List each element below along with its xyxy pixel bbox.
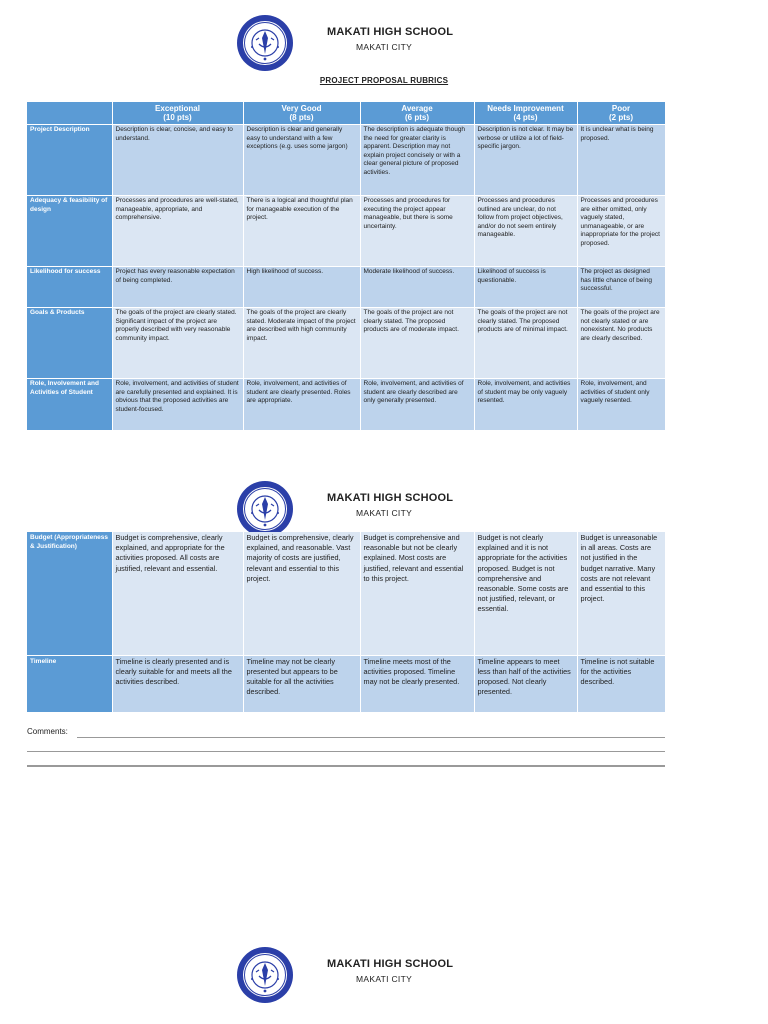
rubric-cell: Role, involvement, and activities of student are clearly described are only generally presented. [360, 379, 474, 431]
rubric-row [27, 267, 665, 308]
criterion-label: Adequacy & feasibility of design [27, 196, 112, 267]
rubric-cell: There is a logical and thoughtful plan for manageable execution of the project. [243, 196, 360, 267]
rubric-cell: Budget is not clearly explained and it is not appropriate for the activities proposed. Budget is not comprehensive and reasonable. Some costs are not justified, relevant, or essential. [474, 532, 577, 655]
school-name: MAKATI HIGH SCHOOL [327, 492, 454, 504]
column-header-points: (2 pts) [609, 113, 633, 123]
rubric-cell: Project has every reasonable expectation of being completed. [112, 267, 243, 308]
column-header [577, 102, 665, 125]
school-name: MAKATI HIGH SCHOOL [327, 958, 454, 970]
rubric-cell: Role, involvement, and activities of student only vaguely resented. [577, 379, 665, 431]
rubric-table [27, 102, 666, 431]
rubric-cell: Role, involvement, and activities of student may be only vaguely resented. [474, 379, 577, 431]
column-header-points: (6 pts) [405, 113, 429, 123]
rubric-table-continued [27, 532, 666, 713]
rubric-cell: Budget is comprehensive and reasonable but not be clearly explained. Most costs are justified, relevant and essential to this project. [360, 532, 474, 655]
rubric-cell: High likelihood of success. [243, 267, 360, 308]
rubric-cell: Processes and procedures are well-stated, manageable, appropriate, and comprehensive. [112, 196, 243, 267]
rubric-header-row [27, 102, 665, 125]
school-seal-icon [236, 14, 294, 72]
comments-label: Comments: [27, 727, 68, 736]
column-header-points: (10 pts) [163, 113, 192, 123]
rubric-cell: Role, involvement, and activities of student are carefully presented and explained. It is obvious that the proposed activities are student-focused. [112, 379, 243, 431]
criterion-label: Likelihood for success [27, 267, 112, 308]
comment-line[interactable] [27, 751, 665, 752]
rubric-cell: The goals of the project are not clearly stated or are nonexistent. No products are clearly described. [577, 308, 665, 379]
letterhead [0, 14, 768, 74]
rubric-row [27, 196, 665, 267]
rubric-cell: Description is clear, concise, and easy to understand. [112, 125, 243, 196]
document-title: PROJECT PROPOSAL RUBRICS [319, 76, 449, 85]
column-header-points: (8 pts) [289, 113, 314, 123]
rubric-cell: Likelihood of success is questionable. [474, 267, 577, 308]
rubric-cell: Processes and procedures outlined are unclear, do not follow from project objectives, and/or do not seem entirely manageable. [474, 196, 577, 267]
column-header [360, 102, 474, 125]
criterion-label: Role, Involvement and Activities of Student [27, 379, 112, 431]
rubric-cell: Role, involvement, and activities of student are clearly presented. Roles are appropriate. [243, 379, 360, 431]
column-header [243, 102, 360, 125]
school-seal-icon [236, 480, 294, 538]
rubric-cell: Moderate likelihood of success. [360, 267, 474, 308]
column-header [474, 102, 577, 125]
school-seal-icon [236, 946, 294, 1004]
rubric-cell: The goals of the project are clearly stated. Significant impact of the project are properly described with very reasonable community impact. [112, 308, 243, 379]
comment-line[interactable] [27, 765, 665, 767]
comment-line[interactable] [77, 737, 665, 738]
rubric-cell: The goals of the project are clearly stated. Moderate impact of the project are described with high community impact. [243, 308, 360, 379]
rubric-row [27, 308, 665, 379]
school-name: MAKATI HIGH SCHOOL [327, 26, 454, 38]
rubric-cell: Budget is comprehensive, clearly explained, and reasonable. Vast majority of costs are justified, relevant and essential to this project. [243, 532, 360, 655]
rubric-cell: Timeline is not suitable for the activities described. [577, 655, 665, 712]
rubric-cell: Timeline appears to meet less than half of the activities proposed. Not clearly presented. [474, 655, 577, 712]
rubric-cell: Timeline is clearly presented and is clearly suitable for and meets all the activities described. [112, 655, 243, 712]
school-city: MAKATI CITY [356, 508, 413, 518]
rubric-cell: The project as designed has little chance of being successful. [577, 267, 665, 308]
criteria-header [27, 102, 112, 125]
rubric-cell: Timeline may not be clearly presented but appears to be suitable for all the activities described. [243, 655, 360, 712]
rubric-row [27, 655, 665, 712]
column-header-name: Exceptional [155, 104, 200, 113]
rubric-cell: Budget is unreasonable in all areas. Costs are not justified in the budget narrative. Many costs are not relevant and essential to this project. [577, 532, 665, 655]
rubric-cell: Budget is comprehensive, clearly explained, and appropriate for the activities proposed. All costs are justified, relevant and essential. [112, 532, 243, 655]
criterion-label: Timeline [27, 655, 112, 712]
letterhead [0, 946, 768, 1006]
rubric-cell: Processes and procedures are either omitted, only vaguely stated, unmanageable, or are inappropriate for the project proposed. [577, 196, 665, 267]
school-city: MAKATI CITY [356, 974, 413, 984]
school-city: MAKATI CITY [356, 42, 413, 52]
rubric-row [27, 125, 665, 196]
rubric-row [27, 532, 665, 655]
column-header-points: (4 pts) [513, 113, 538, 123]
rubric-cell: The goals of the project are not clearly stated. The proposed products are of minimal impact. [474, 308, 577, 379]
rubric-cell: It is unclear what is being proposed. [577, 125, 665, 196]
rubric-cell: The goals of the project are not clearly stated. The proposed products are of moderate impact. [360, 308, 474, 379]
criterion-label: Goals & Products [27, 308, 112, 379]
rubric-row [27, 379, 665, 431]
rubric-cell: The description is adequate though the need for greater clarity is apparent. Description may not explain project concisely or with a clear general picture of proposed activities. [360, 125, 474, 196]
criterion-label: Project Description [27, 125, 112, 196]
rubric-cell: Description is clear and generally easy to understand with a few exceptions (e.g. uses some jargon) [243, 125, 360, 196]
column-header-name: Needs Improvement [487, 104, 564, 113]
column-header-name: Average [401, 104, 433, 113]
criterion-label: Budget (Appropriateness & Justification) [27, 532, 112, 655]
column-header-name: Poor [611, 104, 631, 113]
rubric-cell: Processes and procedures for executing the project appear manageable, but there is some uncertainty. [360, 196, 474, 267]
rubric-cell: Description is not clear. It may be verbose or utilize a lot of field-specific jargon. [474, 125, 577, 196]
letterhead [0, 480, 768, 540]
column-header [112, 102, 243, 125]
column-header-name: Very Good [281, 104, 322, 113]
rubric-cell: Timeline meets most of the activities proposed. Timeline may not be clearly presented. [360, 655, 474, 712]
